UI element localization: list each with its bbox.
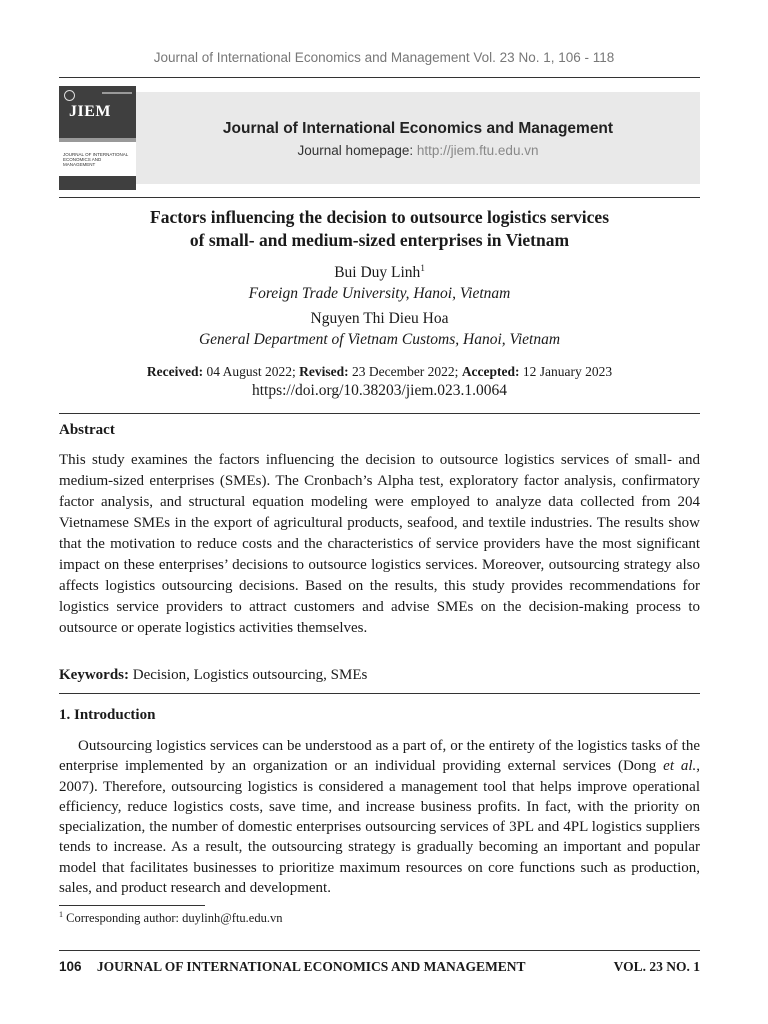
page-number: 106 (59, 959, 82, 974)
doi-link[interactable]: https://doi.org/10.38203/jiem.023.1.0064 (251, 382, 508, 399)
received-label: Received: (146, 364, 204, 379)
header-rule (59, 77, 700, 78)
introduction-text-part1: Outsourcing logistics services can be understood as a part of, or the entirety of the logistics tasks of the enterprise implemented by an organization or an individual providing external services (Dong (59, 738, 700, 775)
footer-journal-name: JOURNAL OF INTERNATIONAL ECONOMICS AND MANAGEMENT (96, 959, 526, 974)
homepage-label: Journal homepage: (297, 143, 414, 158)
keywords-bottom-rule (59, 693, 700, 694)
abstract-top-rule (59, 413, 700, 414)
article-title-line2: of small- and medium-sized enterprises in Vietnam (189, 230, 570, 250)
footer-volume: VOL. 23 NO. 1 (613, 959, 700, 974)
footer-left (59, 959, 526, 975)
accepted-date: 12 January 2023 (522, 364, 613, 379)
received-date: 04 August 2022; (206, 364, 296, 379)
university-seal-icon (64, 90, 75, 101)
article-title (59, 206, 700, 252)
journal-banner (136, 92, 700, 184)
footnote-text: Corresponding author: duylinh@ftu.edu.vn (66, 911, 283, 926)
submission-dates (59, 364, 700, 380)
journal-cover-image (59, 86, 136, 190)
introduction-heading: 1. Introduction (59, 707, 156, 723)
author-1-marker: 1 (420, 263, 425, 273)
abstract-text: This study examines the factors influencing the decision to outsource logistics services of small- and medium-sized enterprises (SMEs). The Cronbach’s Alpha test, exploratory factor analysis, confirmatory factor analysis, and structural equation modeling were employed to analyze data collected from 204 Vietnamese SMEs in the export of agricultural products, seafood, and textile industries. The results show that the motivation to reduce costs and the characteristics of service providers have the most significant impact on these enterprises’ decisions to outsource logistics services. Moreover, outsourcing strategy also affects logistics outsourcing decisions. Based on the results, this study provides recommendations for logistics service providers to attract customers and advise SMEs on the decision-making process to outsource or operate logistics activities themselves. (59, 452, 700, 636)
citation-et-al: et al. (663, 758, 697, 775)
accepted-label: Accepted: (461, 364, 520, 379)
title-top-rule (59, 197, 700, 198)
author-1 (59, 263, 700, 282)
introduction-text-part2: , 2007). Therefore, outsourcing logistics is considered a management tool that helps improve operational efficiency, reduce logistics costs, save time, and increase business profits. In fact, with the priority on specialization, the number of domestic enterprises outsourcing services of 3PL and 4PL logistics suppliers tends to increase. As a result, the outsourcing strategy is gradually becoming an important and popular model that facilitates businesses to prioritize maximum resources on core functions such as production, sales, and product research and development. (59, 758, 700, 897)
revised-label: Revised: (299, 364, 349, 379)
abstract-heading: Abstract (59, 422, 115, 438)
journal-title: Journal of International Economics and Management (222, 120, 614, 137)
keywords (59, 667, 700, 684)
cover-abbreviation: JIEM (69, 103, 111, 120)
revised-date: 23 December 2022; (351, 364, 459, 379)
homepage-link[interactable]: http://jiem.ftu.edu.vn (416, 143, 539, 158)
cover-subtitle: JOURNAL OF INTERNATIONAL ECONOMICS AND MANAGEMENT (63, 152, 129, 167)
running-head: Journal of International Economics and Management Vol. 23 No. 1, 106 - 118 (153, 50, 615, 65)
author-2: Nguyen Thi Dieu Hoa (310, 310, 449, 327)
affiliation-2: General Department of Vietnam Customs, Hanoi, Vietnam (198, 331, 561, 348)
footer-rule (59, 950, 700, 951)
introduction-text (59, 736, 700, 898)
keywords-text: Decision, Logistics outsourcing, SMEs (132, 667, 368, 683)
article-title-line1: Factors influencing the decision to outsource logistics services (150, 207, 609, 227)
footnote (59, 910, 282, 926)
journal-homepage (136, 143, 700, 158)
keywords-label: Keywords: (59, 667, 129, 683)
author-1-name: Bui Duy Linh (334, 264, 421, 282)
footnote-marker: 1 (59, 910, 63, 919)
footnote-rule (59, 905, 205, 906)
affiliation-1: Foreign Trade University, Hanoi, Vietnam (248, 285, 511, 302)
